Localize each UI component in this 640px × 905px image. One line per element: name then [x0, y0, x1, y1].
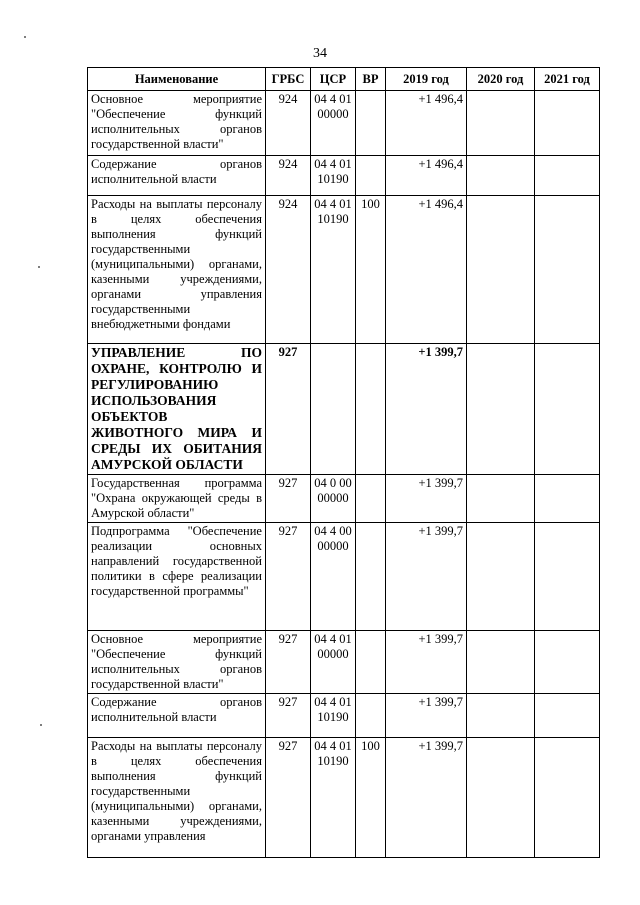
table-row [88, 523, 600, 631]
table-row [88, 344, 600, 475]
row-csr: 04 4 00 00000 [311, 523, 356, 631]
table-row [88, 156, 600, 196]
row-2019: +1 399,7 [386, 344, 467, 475]
row-2019: +1 399,7 [386, 475, 467, 523]
row-2020 [467, 631, 535, 694]
row-csr: 04 0 00 00000 [311, 475, 356, 523]
row-2020 [467, 475, 535, 523]
row-vr [356, 156, 386, 196]
row-name: Содержание органов исполнительной власти [88, 156, 266, 196]
budget-table [87, 67, 600, 858]
row-name: Основное мероприятие "Обеспечение функций исполнительных органов государственной власти" [88, 91, 266, 156]
page-number: 34 [313, 46, 327, 61]
row-2021 [535, 631, 600, 694]
row-grbs: 924 [266, 156, 311, 196]
scan-speck [38, 266, 40, 268]
row-2020 [467, 344, 535, 475]
row-vr [356, 91, 386, 156]
row-vr: 100 [356, 196, 386, 344]
row-csr: 04 4 01 10190 [311, 738, 356, 858]
row-csr: 04 4 01 10190 [311, 694, 356, 738]
header-name: Наименование [88, 68, 266, 91]
header-2019: 2019 год [386, 68, 467, 91]
row-grbs: 927 [266, 344, 311, 475]
row-2021 [535, 523, 600, 631]
row-2021 [535, 91, 600, 156]
row-csr: 04 4 01 00000 [311, 631, 356, 694]
row-2021 [535, 196, 600, 344]
row-vr: 100 [356, 738, 386, 858]
row-name: Основное мероприятие "Обеспечение функций исполнительных органов государственной власти" [88, 631, 266, 694]
row-2019: +1 399,7 [386, 694, 467, 738]
row-name: Государственная программа "Охрана окружающей среды в Амурской области" [88, 475, 266, 523]
row-2021 [535, 475, 600, 523]
table-row [88, 738, 600, 858]
row-grbs: 927 [266, 738, 311, 858]
table-header-row [88, 68, 600, 91]
row-2021 [535, 344, 600, 475]
table-row [88, 694, 600, 738]
row-grbs: 927 [266, 475, 311, 523]
row-name: Расходы на выплаты персоналу в целях обеспечения выполнения функций государственными (муниципальными) органами, казенными учреждениями, органами управления [88, 738, 266, 858]
header-2020: 2020 год [467, 68, 535, 91]
row-name: Расходы на выплаты персоналу в целях обеспечения выполнения функций государственными (муниципальными) органами, казенными учреждениями, органами управления государственными внебюджетными фондами [88, 196, 266, 344]
row-2021 [535, 738, 600, 858]
row-2020 [467, 694, 535, 738]
table-row [88, 196, 600, 344]
row-2019: +1 399,7 [386, 523, 467, 631]
row-2021 [535, 156, 600, 196]
row-csr [311, 344, 356, 475]
row-vr [356, 631, 386, 694]
row-2019: +1 496,4 [386, 156, 467, 196]
row-2020 [467, 196, 535, 344]
header-grbs: ГРБС [266, 68, 311, 91]
row-2019: +1 496,4 [386, 196, 467, 344]
row-vr [356, 523, 386, 631]
row-2020 [467, 91, 535, 156]
row-name: Содержание органов исполнительной власти [88, 694, 266, 738]
row-grbs: 927 [266, 694, 311, 738]
header-vr: ВР [356, 68, 386, 91]
row-2019: +1 399,7 [386, 631, 467, 694]
header-csr: ЦСР [311, 68, 356, 91]
row-grbs: 927 [266, 631, 311, 694]
row-name: Подпрограмма "Обеспечение реализации основных направлений государственной политики в сфере реализации государственной программы" [88, 523, 266, 631]
row-vr [356, 475, 386, 523]
row-2020 [467, 523, 535, 631]
row-name: УПРАВЛЕНИЕ ПО ОХРАНЕ, КОНТРОЛЮ И РЕГУЛИРОВАНИЮ ИСПОЛЬЗОВАНИЯ ОБЪЕКТОВ ЖИВОТНОГО МИРА И СРЕДЫ ИХ ОБИТАНИЯ АМУРСКОЙ ОБЛАСТИ [88, 344, 266, 475]
header-2021: 2021 год [535, 68, 600, 91]
scan-speck [24, 36, 26, 38]
scan-speck [40, 724, 42, 726]
table-row [88, 631, 600, 694]
row-grbs: 927 [266, 523, 311, 631]
row-grbs: 924 [266, 91, 311, 156]
row-csr: 04 4 01 10190 [311, 156, 356, 196]
row-2021 [535, 694, 600, 738]
row-vr [356, 694, 386, 738]
row-2020 [467, 738, 535, 858]
row-2020 [467, 156, 535, 196]
table-row [88, 91, 600, 156]
row-vr [356, 344, 386, 475]
row-2019: +1 496,4 [386, 91, 467, 156]
table-row [88, 475, 600, 523]
row-2019: +1 399,7 [386, 738, 467, 858]
row-csr: 04 4 01 00000 [311, 91, 356, 156]
row-csr: 04 4 01 10190 [311, 196, 356, 344]
row-grbs: 924 [266, 196, 311, 344]
